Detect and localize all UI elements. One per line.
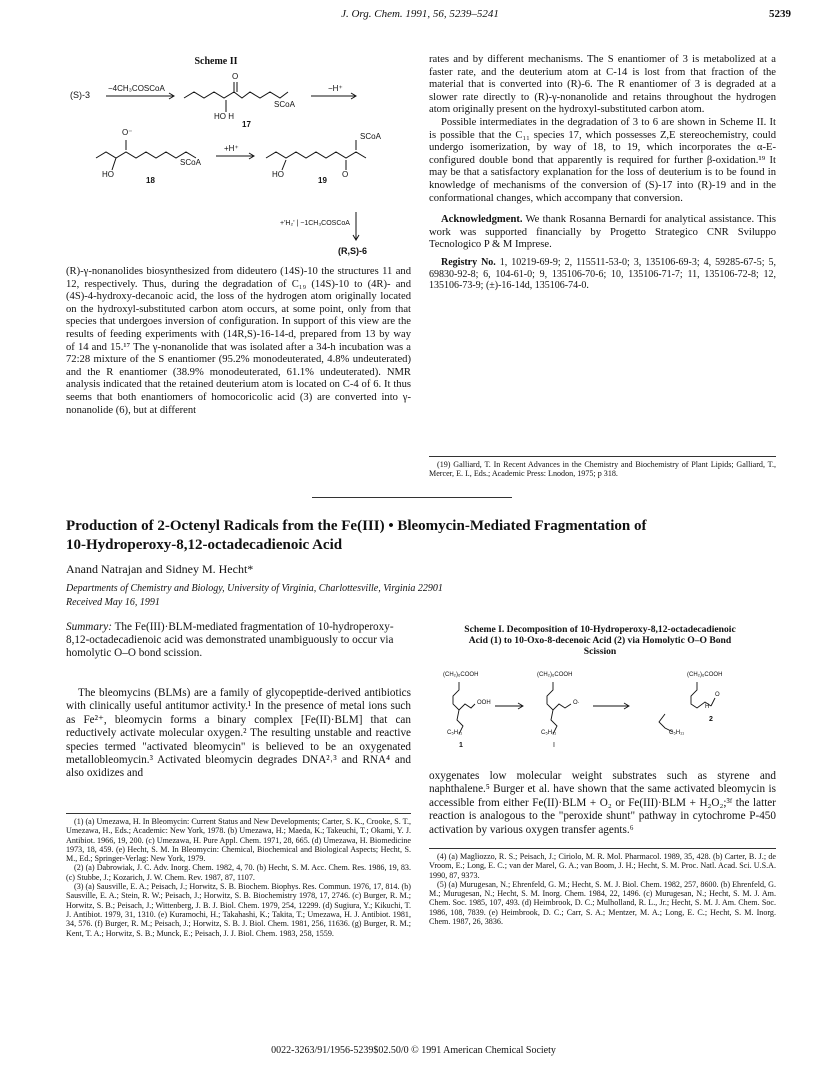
intro-text: The bleomycins (BLMs) are a family of glycopeptide-derived antibiotics with clinically useful antitumor activity.¹ In the presence of metal ions such as Fe²⁺, bleomycin forms a binary complex [Fe(II)·BLM] that can reductively activate molecular oxygen.² The resulting unstable and reactive species termed "activated bleomycin" is believed to be an oxygenated metallobleomycin.³ Activated bleomycin degrades DNA²˒³ and RNA⁴ and also oxidizes and — [66, 687, 411, 780]
right-article-text — [429, 770, 776, 837]
ack-text: We thank Rosanna Bernardi for analytical assistance. This work was supported financially by Progetto Strategico CNR Sviluppo Tecnologico P & M Imprese. — [429, 214, 776, 251]
cpd18-number: 18 — [146, 176, 155, 185]
scheme-1-c5h11-I: C₅H₁₁ — [541, 730, 557, 736]
scheme-1-h: H — [705, 704, 710, 710]
cpd19-scoa: SCoA — [360, 132, 381, 141]
article-title-line-2: 10-Hydroperoxy-8,12-octadecadienoic Acid — [66, 537, 343, 553]
summary-text: The Fe(III)·BLM-mediated fragmentation of 10-hydroperoxy-8,12-octadecadienoic acid was demonstrated unambiguously to occur via homolytic O–O bond scission. — [66, 621, 394, 660]
footnote-4: (4) (a) Magliozzo, R. S.; Peisach, J.; Ciriolo, M. R. Mol. Pharmacol. 1989, 35, 428. (b) Carter, B. J.; de Vroom, E.; Long, E. C.; van der Marel, G. A.; van Boom, J. H.; Hecht, S. M. Proc. Natl. Acad. Sci. U.S.A. 1990, 87, 9373. — [429, 852, 776, 880]
scheme-2 — [66, 54, 411, 264]
scheme-1-chain-I: (CH₂)₆COOH — [537, 672, 573, 678]
cpd17-oxygen: O — [232, 72, 239, 81]
footnotes-right — [429, 852, 776, 926]
product-label: (R,S)-6 — [338, 246, 367, 256]
right-paragraph-1: rates and by different mechanisms. The S enantiomer of 3 is metabolized at a faster rate, and the deuterium atom at C-14 is lost from that fraction of the material that is converted into (R)-6. The R enantiomer of 3 is degraded at a slower rate directly to (R)-γ-nonanolide and retains throughout the hydrogen atom originally present on the hydroxyl-substituted carbon atom. — [429, 54, 776, 116]
article-title — [66, 517, 776, 555]
scheme-1-cpd-2: 2 — [709, 716, 713, 723]
scheme-1-c5h11-1: C₅H₁₁ — [447, 730, 463, 736]
cpd19-number: 19 — [318, 176, 327, 185]
cpd17-hoh: HO H — [214, 112, 234, 121]
left-paragraph: (R)-γ-nonanolides biosynthesized from dideutero (14S)-10 the structures 11 and 12, respectively. Thus, during the degradation of C₁₉ (14S)-10 to (4R)- and (4S)-4-hydroxy-decanoic acid, the loss of the hydrogen atom originally located on the hydroxyl-substituted carbon atom occurs, at some point, only from that species that undergoes inversion of configuration. In support of this view are the results of feeding experiments with (14R,S)-16-14-d, prepared from 13 by way of 14 and 15.¹⁷ The γ-nonanolide that was isolated after a 34-h incubation was a 72:28 mixture of the S enantiomer (95.2% monodeuterated, 4.8% undeuterated) and the R enantiomer (38.9% monodeuterated, 61.1% undeuterated). NMR analysis indicated that the retained deuterium atom is located on C-4 of 6. It thus seems that both enantiomers of homocoricolic acid (3) are converted into γ-nonanolide (6), but at different — [66, 266, 411, 416]
scheme-2-start-label: (S)-3 — [70, 90, 90, 100]
footnote-5: (5) (a) Murugesan, N.; Ehrenfeld, G. M.; Hecht, S. M. J. Biol. Chem. 1982, 257, 8600. (b) Ehrenfeld, G. M.; Murugesan, N.; Hecht, S. M. Inorg. Chem. 1984, 22, 1496. (c) Murugesan, N.; Hecht, S. M. J. Am. Chem. Soc. 1985, 107, 493. (d) Heimbrook, D. C.; Mulholland, R. L., Jr.; Hecht, S. M. J. Am. Chem. Soc. 1986, 108, 7839. (e) Heimbrook, D. C.; Carr, S. A.; Mentzer, M. A.; Long, E. C.; Hecht, S. M. Inorg. Chem. 1987, 26, 3836. — [429, 879, 776, 927]
scheme-2-arrow1-label: −4CH₃COSCoA — [108, 84, 165, 93]
affiliation: Departments of Chemistry and Biology, University of Virginia, Charlottesville, Virginia 22901 — [66, 583, 443, 594]
scheme-1-oradical: O· — [573, 700, 580, 706]
scheme-1-cpd-I: I — [553, 742, 555, 749]
page-number: 5239 — [769, 8, 791, 20]
right-column — [429, 54, 776, 292]
cpd18-scoa: SCoA — [180, 158, 201, 167]
cpd18-ho: HO — [102, 170, 114, 179]
left-column-text — [66, 266, 411, 417]
intro-paragraph — [66, 687, 411, 781]
summary-label: Summary: — [66, 621, 112, 633]
registry-heading: Registry No. — [441, 256, 496, 268]
scheme-1-c5h11-2: C₅H₁₁ — [669, 730, 685, 736]
acknowledgment — [429, 214, 776, 252]
scheme-2-arrow4-label: +'H₂' | −1CH₃COSCoA — [280, 220, 350, 227]
scheme-1-chain-1: (CH₂)₆COOH — [443, 672, 479, 678]
footnote-19 — [429, 460, 776, 479]
footnote-divider-top — [429, 456, 776, 457]
journal-header: J. Org. Chem. 1991, 56, 5239–5241 — [341, 8, 499, 20]
right-paragraph-2: Possible intermediates in the degradation of 3 to 6 are shown in Scheme II. It is possible that the C₁₁ species 17, which possesses Z,E stereochemistry, could undergo isomerization, by way of 18, to 19, which incorporates the α-E-configured double bond that apparently is required for further β-oxidation.¹⁹ It may be that a satisfactory explanation for the loss of deuterium is to be found in knowledge of mechanisms of the conversion of (S)-17 into (R)-19 and in the conformational changes, which accompany that conversion. — [429, 116, 776, 204]
page-footer: 0022-3263/91/1956-5239$02.50/0 © 1991 American Chemical Society — [271, 1045, 556, 1056]
registry-numbers — [429, 257, 776, 292]
scheme-2-title: Scheme II — [194, 56, 238, 67]
right-article-paragraph: oxygenates low molecular weight substrates such as styrene and naphthalene.⁵ Burger et al. have shown that the same activated bleomycin is accessible from either Fe(II)·BLM + O₂ or Fe(III)·BLM + H₂O₂;³ᶠ the latter reaction is analogous to the "peroxide shunt" pathway in cytochrome P-450 activation by various oxygen transfer agents.⁶ — [429, 770, 776, 836]
scheme-1-cpd-1: 1 — [459, 742, 463, 749]
scheme-1-title: Scheme I. Decomposition of 10-Hydroperoxy-8,12-octadecadienoic Acid (1) to 10-Oxo-8-decenoic Acid (2) via Homolytic O–O Bond Scission — [464, 624, 736, 657]
footnote-1: (1) (a) Umezawa, H. In Bleomycin: Current Status and New Developments; Carter, S. K., Crooke, S. T., Umezawa, H., Eds.; Academic: New York, 1978. (b) Umezawa, H.; Maeda, K.; Takeuchi, T.; Okami, Y. J. Antibiot. 1966, 19, 200. (c) Umezawa, H. Pure Appl. Chem. 1971, 28, 665. (d) Umezawa, H. Biomedicine 1973, 18, 459. (e) Hecht, S. M. In Bleomycin: Chemical, Biochemical and Biological Aspects; Hecht, S. M., Ed.; Springer-Verlag: New York, 1979. — [66, 817, 411, 864]
cpd19-ho: HO — [272, 170, 284, 179]
cpd17-scoa: SCoA — [274, 100, 295, 109]
article-title-line-1: Production of 2-Octenyl Radicals from the Fe(III) • Bleomycin-Mediated Fragmentation of — [66, 518, 647, 534]
article-separator — [312, 497, 512, 498]
footnote-19-text: (19) Galliard, T. In Recent Advances in the Chemistry and Biochemistry of Plant Lipids; Galliard, T., Mercer, E. I., Eds.; Academic Press: Lnodon, 1975; p 318. — [429, 460, 776, 479]
scheme-1-o: O — [715, 692, 720, 698]
scheme-2-arrow2-label: −H⁺ — [328, 84, 343, 93]
footnote-2: (2) (a) Dabrowiak, J. C. Adv. Inorg. Chem. 1982, 4, 70. (b) Hecht, S. M. Acc. Chem. Res. 1986, 19, 83. (c) Stubbe, J.; Kozarich, J. W. Chem. Rev. 1987, 87, 1107. — [66, 863, 411, 882]
received-date: Received May 16, 1991 — [66, 597, 160, 608]
scheme-2-arrow3-label: +H⁺ — [224, 144, 239, 153]
summary — [66, 621, 411, 661]
footnote-3: (3) (a) Sausville, E. A.; Peisach, J.; Horwitz, S. B. Biochem. Biophys. Res. Commun. 1976, 17, 814. (b) Sausville, E. A.; Stein, R. W.; Peisach, J.; Horwitz, S. B. Biochemistry 1978, 17, 2746. (c) Burger, R. M.; Horwitz, S. B.; Peisach, J.; Wittenberg, J. B. J. Biol. Chem. 1979, 254, 12299. (d) Sugiura, Y.; Kikuchi, T. J. Antibiot. 1979, 31, 1310. (e) Kuramochi, H.; Takahashi, K.; Takita, T.; Umezawa, H. J. Antibiot. 1981, 34, 576. (f) Burger, R. M.; Peisach, J.; Horwitz, S. B. J. Biol. Chem. 1981, 256, 11636. (g) Burger, R. M.; Kent, T. A.; Horwitz, S. B.; Munck, E.; Peisach, J. J. Biol. Chem. 1983, 258, 1559. — [66, 882, 411, 938]
footnote-divider-right — [429, 848, 776, 849]
authors: Anand Natrajan and Sidney M. Hecht* — [66, 562, 254, 576]
ack-heading: Acknowledgment. — [441, 214, 523, 226]
cpd17-number: 17 — [242, 120, 251, 129]
footnotes-left — [66, 817, 411, 938]
registry-text: 1, 10219-69-9; 2, 115511-53-0; 3, 135106-69-3; 4, 59285-67-5; 5, 69830-92-8; 6, 104-61-0; 9, 135106-70-6; 10, 135106-71-7; 11, 135106-72-8; 12, 135106-73-9; (±)-16-14d, 135106-74-0. — [429, 256, 776, 292]
scheme-1-ooh: OOH — [477, 700, 491, 706]
cpd18-ominus: O⁻ — [122, 128, 133, 137]
scheme-1-structures — [429, 672, 776, 752]
scheme-1-chain-2: (CH₂)₆COOH — [687, 672, 723, 678]
cpd19-oxygen: O — [342, 170, 349, 179]
footnote-divider-left — [66, 813, 411, 814]
scheme-1 — [429, 672, 776, 752]
